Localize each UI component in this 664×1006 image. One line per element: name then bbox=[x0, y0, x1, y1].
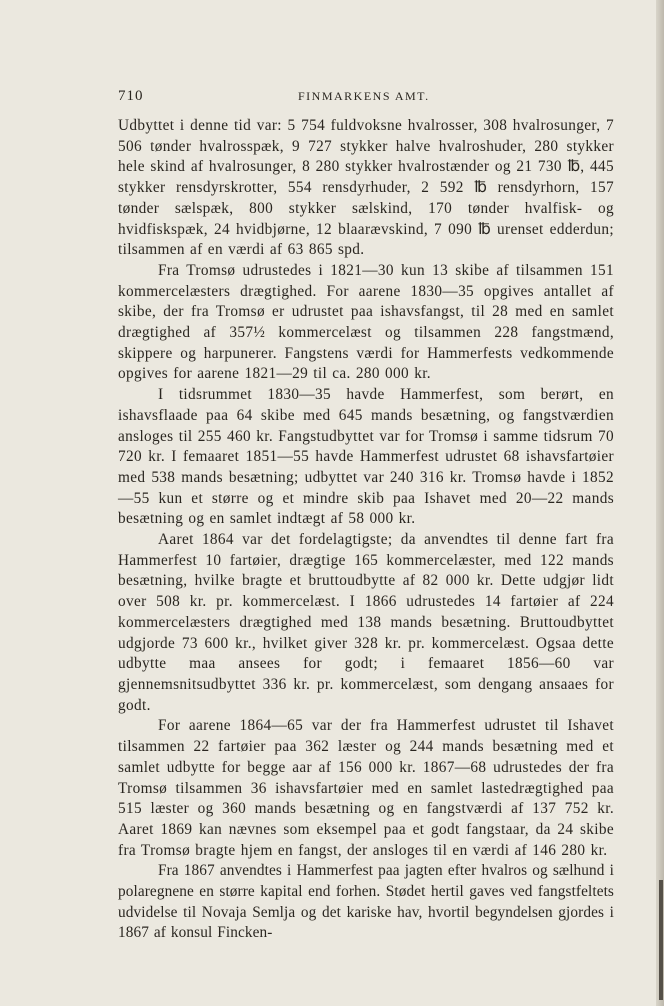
paragraph: Fra 1867 anvendtes i Hammerfest paa jagten efter hvalros og sælhund i polaregnene en større kapital end forhen. Stødet hertil gaves ved fangstfeltets udvidelse til Novaja Semlja og det kariske hav, hvortil begyndelsen gjordes i 1867 af konsul Fincken- bbox=[118, 862, 614, 942]
page-edge bbox=[656, 0, 664, 1006]
page-edge-mark bbox=[659, 880, 663, 1000]
paragraph: Udbyttet i denne tid var: 5 754 fuldvoksne hvalrosser, 308 hvalrosunger, 7 506 tønder hvalrosspæk, 9 727 stykker halve hvalroshuder, 280 stykker hele skind af hvalrosunger, 8 280 stykker hvalrostænder og 21 730 ℔, 445 stykker rensdyrskrotter, 554 rensdyrhuder, 2 592 ℔ rensdyrhorn, 157 tønder sælspæk, 800 stykker sælskind, 170 tønder hvalfisk- og hvidfiskspæk, 24 hvidbjørne, 12 blaarævskind, 7 090 ℔ urenset edderdun; tilsammen af en værdi af 63 865 spd. bbox=[118, 117, 614, 259]
paragraph: I tidsrummet 1830—35 havde Hammerfest, som berørt, en ishavsflaade paa 64 skibe med 645 mands besætning, og fangstværdien ansloges til 255 460 kr. Fangstudbyttet var for Tromsø i samme tidsrum 70 720 kr. I femaaret 1851—55 havde Hammerfest udrustet 68 ishavsfartøier med 538 mands besætning; udbyttet var 240 316 kr. Tromsø havde i 1852—55 kun et større og et mindre skib paa Ishavet med 20—22 mands besætning og en samlet indtægt af 58 000 kr. bbox=[118, 386, 614, 528]
paragraph: Aaret 1864 var det fordelagtigste; da anvendtes til denne fart fra Hammerfest 10 fartøier, drægtige 165 kommercelæster, med 122 mands besætning, hvilke bragte et bruttoudbytte af 82 000 kr. Dette udgjør lidt over 508 kr. pr. kommercelæst. I 1866 udrustedes 14 fartøier af 224 kommercelæsters drægtighed med 138 mands besætning. Bruttoudbyttet udgjorde 73 600 kr., hvilket giver 328 kr. pr. kommercelæst. Ogsaa dette udbytte maa ansees for godt; i femaaret 1856—60 var gjennemsnitsudbyttet 336 kr. pr. kommercelæst, som dengang ansaaes for godt. bbox=[118, 531, 614, 714]
page-number: 710 bbox=[118, 88, 144, 104]
paragraph: For aarene 1864—65 var der fra Hammerfest udrustet til Ishavet tilsammen 22 fartøier paa 362 læster og 244 mands besætning med et samlet udbytte for begge aar af 156 000 kr. 1867—68 udrustedes der fra Tromsø tilsammen 36 ishavsfartøier med en samlet lastedrægtighed paa 515 læster og 360 mands besætning og en fangstværdi af 137 752 kr. Aaret 1869 kan nævnes som eksempel paa et godt fangstaar, da 24 skibe fra Tromsø bragte hjem en fangst, der ansloges til en værdi af 146 280 kr. bbox=[118, 717, 614, 859]
paragraph: Fra Tromsø udrustedes i 1821—30 kun 13 skibe af tilsammen 151 kommercelæsters drægtighed. For aarene 1830—35 opgives antallet af skibe, der fra Tromsø er udrustet paa ishavsfangst, til 28 med en samlet drægtighed af 357½ kommercelæst og tilsammen 228 fangstmænd, skippere og harpunerer. Fangstens værdi for Hammerfests vedkommende opgives for aarene 1821—29 til ca. 280 000 kr. bbox=[118, 261, 614, 383]
body-text bbox=[118, 116, 614, 944]
page-header bbox=[118, 88, 578, 110]
running-title: FINMARKENS AMT. bbox=[298, 89, 430, 103]
